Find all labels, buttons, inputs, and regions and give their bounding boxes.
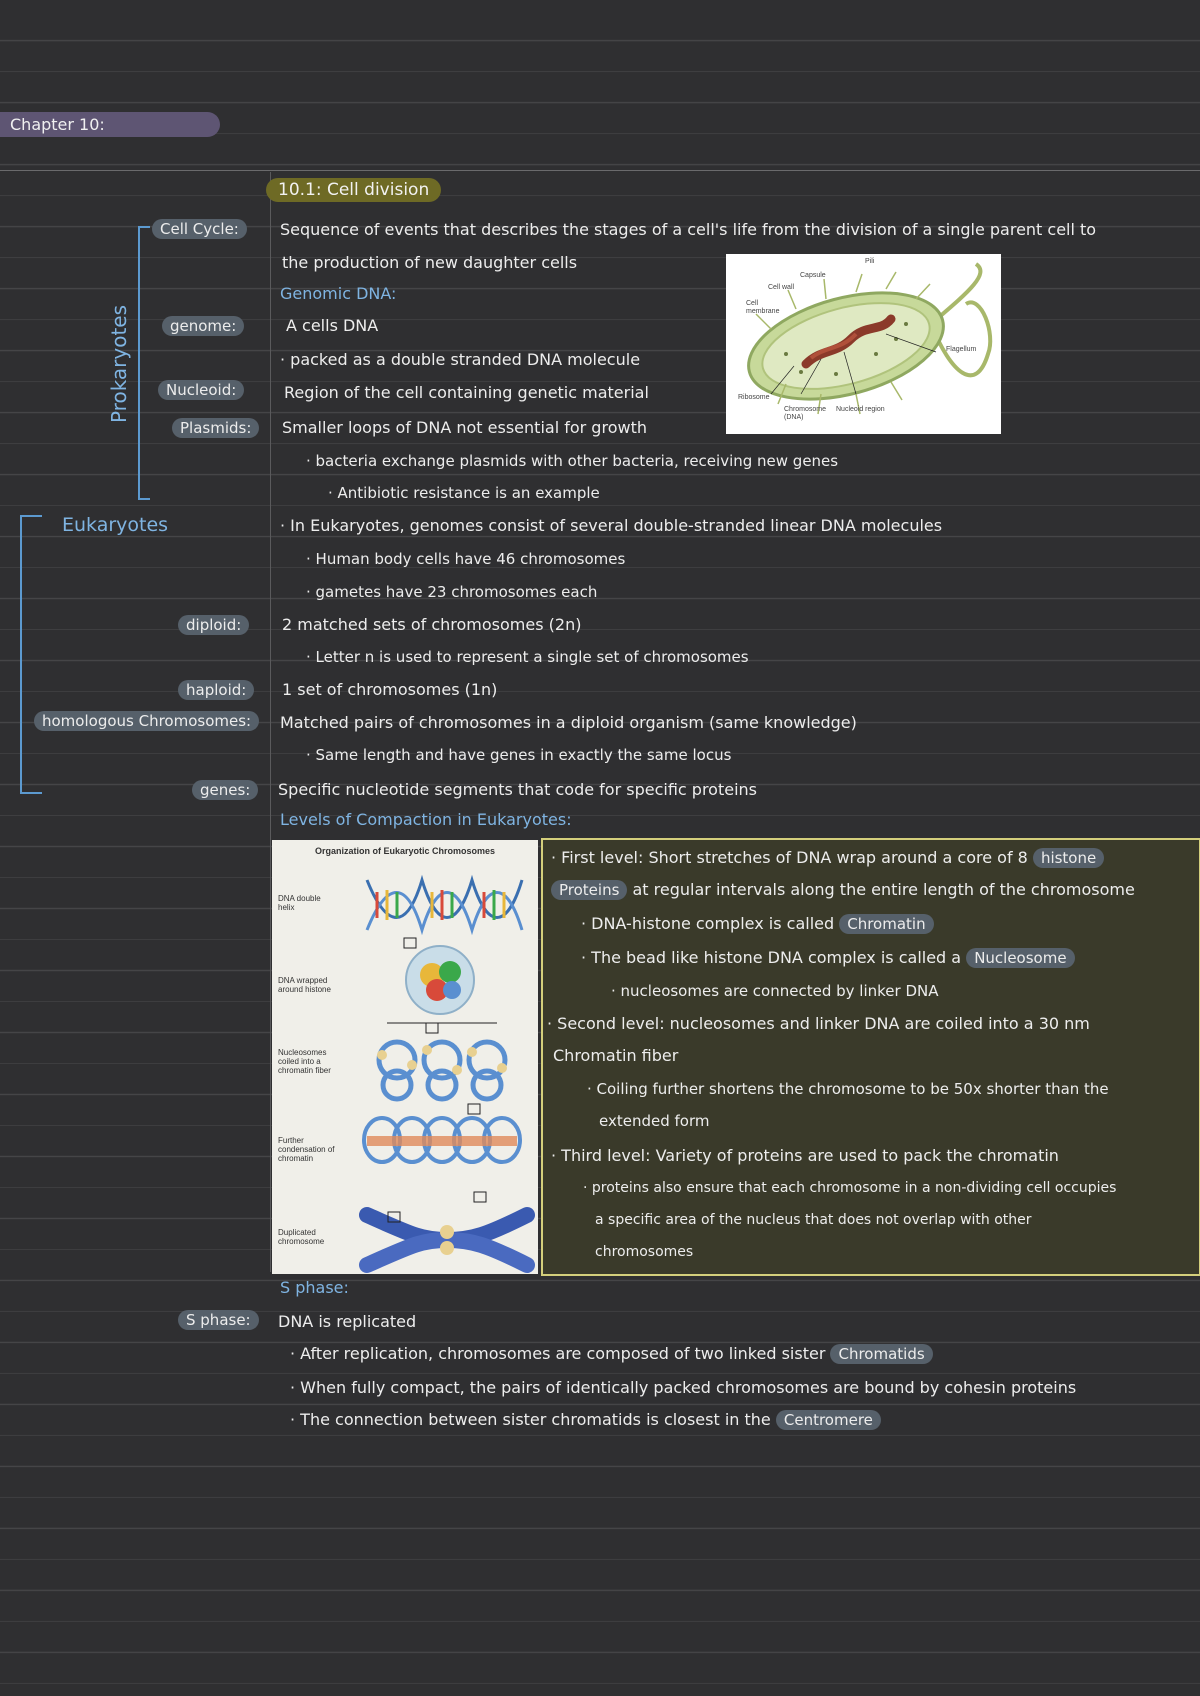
prokaryotes-bracket — [138, 226, 150, 500]
s-phase-heading: S phase: — [280, 1278, 349, 1297]
header-divider — [0, 170, 1200, 171]
box-level1-line1 — [551, 848, 1104, 867]
box-level1-bullet2 — [581, 948, 1075, 967]
cell-cycle-def-1: Sequence of events that describes the stages of a cell's life from the division of a single parent cell to — [280, 220, 1097, 239]
plasmids-def: Smaller loops of DNA not essential for growth — [282, 418, 647, 437]
box-level2-bullet1: · Coiling further shortens the chromosome to be 50x shorter than the — [587, 1080, 1109, 1098]
s-phase-bullet-1-text: · After replication, chromosomes are composed of two linked sister — [290, 1344, 826, 1363]
term-genome: genome: — [162, 316, 244, 336]
s-phase-bullet-3 — [290, 1410, 881, 1429]
highlight-centromere: Centromere — [776, 1410, 881, 1430]
box-level3-line1: · Third level: Variety of proteins are used to pack the chromatin — [551, 1146, 1059, 1165]
genomic-dna-heading: Genomic DNA: — [280, 284, 397, 303]
s-phase-bullet-1 — [290, 1344, 933, 1363]
homologous-bullet: · Same length and have genes in exactly the same locus — [306, 746, 732, 764]
s-phase-bullet-3-text: · The connection between sister chromatids is closest in the — [290, 1410, 771, 1429]
label-capsule: Capsule — [800, 272, 826, 279]
box-level1-post: at regular intervals along the entire length of the chromosome — [632, 880, 1135, 899]
highlight-proteins: Proteins — [551, 880, 627, 900]
label-chromosome: Chromosome (DNA) — [784, 406, 827, 421]
box-level3-bullet1: · proteins also ensure that each chromosome in a non-dividing cell occupies — [583, 1180, 1117, 1196]
chromosome-organization-figure — [272, 840, 538, 1274]
box-level1-bullet1 — [581, 914, 934, 933]
genes-def: Specific nucleotide segments that code for specific proteins — [278, 780, 758, 799]
figure-label-duplicated: Duplicated chromosome — [278, 1228, 325, 1246]
eukaryotes-bullet-2: · gametes have 23 chromosomes each — [306, 583, 598, 601]
levels-heading: Levels of Compaction in Eukaryotes: — [280, 810, 572, 829]
s-phase-def: DNA is replicated — [278, 1312, 417, 1331]
figure-title: Organization of Eukaryotic Chromosomes — [314, 846, 496, 856]
box-level3-bullet3: chromosomes — [595, 1244, 694, 1260]
label-pili: Pili — [865, 258, 875, 265]
genome-bullet: · packed as a double stranded DNA molecule — [280, 350, 641, 369]
nucleoid-def: Region of the cell containing genetic material — [284, 383, 649, 402]
figure-label-helix: DNA double helix — [278, 894, 321, 912]
term-diploid: diploid: — [178, 615, 249, 635]
section-title: 10.1: Cell division — [266, 178, 441, 202]
diploid-bullet: · Letter n is used to represent a single set of chromosomes — [306, 648, 749, 666]
s-phase-bullet-2: · When fully compact, the pairs of identically packed chromosomes are bound by cohesin proteins — [290, 1378, 1077, 1397]
box-level1-line2 — [551, 880, 1135, 899]
term-plasmids: Plasmids: — [172, 418, 259, 438]
plasmids-bullet-2: · Antibiotic resistance is an example — [328, 484, 600, 502]
term-homologous: homologous Chromosomes: — [34, 711, 259, 731]
term-genes: genes: — [192, 780, 258, 800]
eukaryotes-def: · In Eukaryotes, genomes consist of several double-stranded linear DNA molecules — [280, 516, 943, 535]
figure-label-condensation: Further condensation of chromatin — [278, 1136, 335, 1163]
compaction-levels-box — [541, 838, 1200, 1276]
bacterium-diagram — [726, 254, 1001, 434]
homologous-def: Matched pairs of chromosomes in a diploid organism (same knowledge) — [280, 713, 857, 732]
figure-label-wrapped: DNA wrapped around histone — [278, 976, 331, 994]
term-s-phase: S phase: — [178, 1310, 259, 1330]
term-haploid: haploid: — [178, 680, 254, 700]
highlight-chromatin: Chromatin — [839, 914, 933, 934]
box-level1-bullet3: · nucleosomes are connected by linker DNA — [611, 982, 939, 1000]
highlight-chromatids: Chromatids — [830, 1344, 932, 1364]
box-level3-bullet2: a specific area of the nucleus that does not overlap with other — [595, 1212, 1032, 1228]
genome-def: A cells DNA — [286, 316, 379, 335]
diploid-def: 2 matched sets of chromosomes (2n) — [282, 615, 582, 634]
eukaryotes-bracket — [20, 515, 42, 794]
highlight-histone: histone — [1033, 848, 1104, 868]
label-ribosome: Ribosome — [738, 394, 770, 401]
box-level2-line2: Chromatin fiber — [553, 1046, 679, 1065]
cell-cycle-def-2: the production of new daughter cells — [282, 253, 578, 272]
figure-illustration — [272, 840, 538, 1274]
term-cell-cycle: Cell Cycle: — [152, 219, 247, 239]
box-nucleosome-pre: · The bead like histone DNA complex is called a — [581, 948, 962, 967]
eukaryotes-bullet-1: · Human body cells have 46 chromosomes — [306, 550, 626, 568]
label-flagellum: Flagellum — [946, 346, 977, 353]
haploid-def: 1 set of chromosomes (1n) — [282, 680, 498, 699]
eukaryotes-label: Eukaryotes — [62, 514, 169, 536]
box-chromatin-pre: · DNA-histone complex is called — [581, 914, 835, 933]
margin-divider — [270, 172, 271, 1272]
label-cell-membrane: Cell membrane — [746, 300, 780, 315]
figure-label-nucleosomes: Nucleosomes coiled into a chromatin fiber — [278, 1048, 331, 1075]
prokaryotes-label: Prokaryotes — [107, 304, 132, 424]
label-cell-wall: Cell wall — [768, 284, 795, 291]
term-nucleoid: Nucleoid: — [158, 380, 244, 400]
highlight-nucleosome: Nucleosome — [966, 948, 1074, 968]
label-nucleoid-region: Nucleoid region — [836, 406, 885, 413]
box-level2-bullet2: extended form — [599, 1112, 710, 1130]
box-level1-pre: · First level: Short stretches of DNA wrap around a core of 8 — [551, 848, 1028, 867]
chapter-title: Chapter 10: — [0, 112, 220, 137]
plasmids-bullet-1: · bacteria exchange plasmids with other bacteria, receiving new genes — [306, 452, 839, 470]
box-level2-line1: · Second level: nucleosomes and linker DNA are coiled into a 30 nm — [547, 1014, 1090, 1033]
